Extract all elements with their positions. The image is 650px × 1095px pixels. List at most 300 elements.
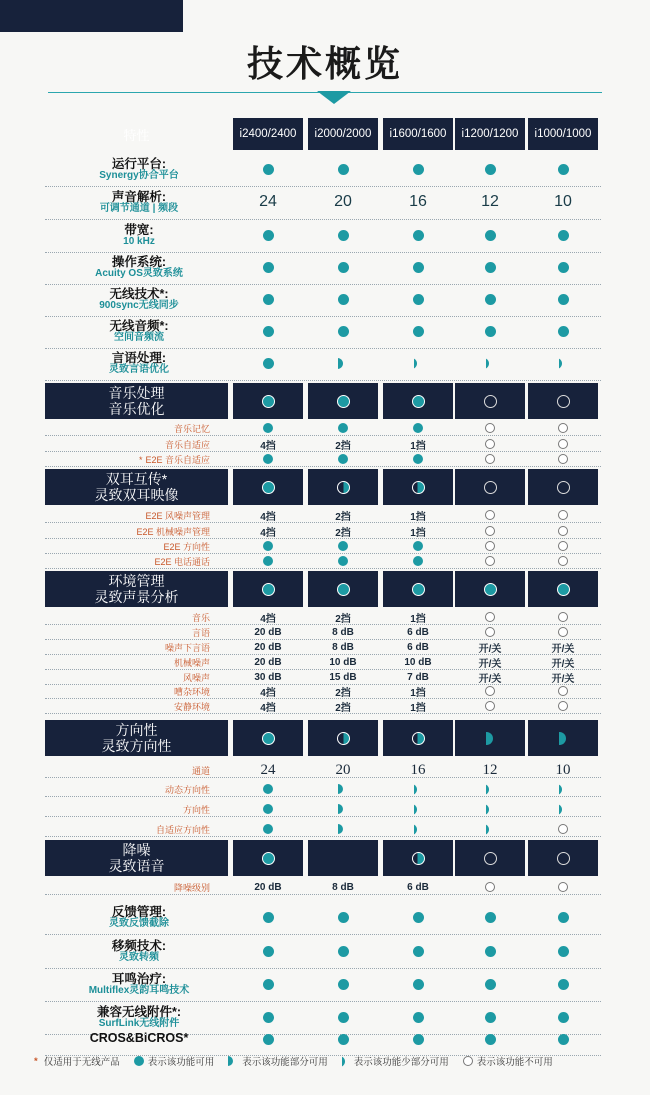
subfeature-name: 自适应方向性: [155, 825, 210, 835]
value-cell: [455, 762, 525, 778]
value-text: 12: [481, 193, 499, 210]
value-cell: [233, 194, 303, 210]
value-cell: [528, 323, 598, 339]
legend-wireless-note: * 仅适用于无线产品: [34, 1055, 120, 1068]
full-dot-icon: [263, 1012, 274, 1023]
full-dot-icon: [558, 979, 569, 990]
legend-unavailable: 表示该功能不可用: [463, 1054, 553, 1068]
section-header-0: [45, 383, 228, 419]
value-cell: [233, 909, 303, 925]
full-dot-icon: [558, 326, 569, 337]
half-dot-icon: [559, 732, 567, 745]
value-cell: [308, 507, 378, 523]
value-cell: [455, 291, 525, 307]
value-text: 1挡: [410, 440, 426, 452]
value-cell: [528, 291, 598, 307]
empty-dot-icon: [485, 541, 495, 551]
value-cell: [383, 943, 453, 959]
column-header-label: i2400/2400: [239, 128, 297, 140]
full-dot-icon: [558, 912, 569, 923]
value-cell: [233, 879, 303, 895]
value-cell: [455, 624, 525, 640]
section-title-line: 降噪: [122, 841, 151, 858]
value-cell: [455, 639, 525, 655]
value-cell: [233, 259, 303, 275]
value-text: 24: [260, 761, 276, 778]
value-cell: [455, 609, 525, 625]
value-cell: [233, 1031, 303, 1047]
value-cell: [233, 420, 303, 436]
full-dot-icon: [263, 556, 273, 566]
section-header-3: [45, 720, 228, 756]
full-dot-icon: [338, 423, 348, 433]
section-header-1: [45, 469, 228, 505]
half-dot-icon: [338, 358, 349, 369]
full-dot-icon: [338, 946, 349, 957]
value-cell: [233, 323, 303, 339]
section-header-cell: [308, 840, 378, 876]
value-cell: [308, 698, 378, 714]
full-dot-icon: [485, 1034, 496, 1045]
full-dot-icon: [413, 912, 424, 923]
value-cell: [308, 609, 378, 625]
value-cell: [455, 976, 525, 992]
half-dot-icon: [338, 784, 348, 794]
value-text: 6 dB: [407, 881, 429, 893]
value-text: 2挡: [335, 687, 351, 699]
section-header-4: [45, 840, 228, 876]
value-text: 10: [554, 193, 572, 210]
value-cell: [528, 624, 598, 640]
value-cell: [308, 355, 378, 371]
full-dot-icon: [485, 1012, 496, 1023]
empty-dot-icon: [558, 439, 568, 449]
empty-dot-icon: [558, 612, 568, 622]
value-cell: [455, 451, 525, 467]
value-cell: [233, 161, 303, 177]
feature-name: 兼容无线附件*:: [96, 1004, 182, 1019]
value-cell: [233, 1009, 303, 1025]
feature-subname: SurfLink无线附件: [98, 1018, 180, 1030]
value-text: 7 dB: [407, 671, 429, 683]
full-dot-icon: [338, 979, 349, 990]
value-cell: [233, 523, 303, 539]
section-header-cell: [455, 571, 525, 607]
column-header-label: i1200/1200: [461, 128, 519, 140]
value-cell: [383, 762, 453, 778]
value-cell: [308, 624, 378, 640]
value-text: 4挡: [260, 527, 276, 539]
value-text: 开/关: [478, 658, 502, 670]
value-cell: [528, 909, 598, 925]
value-text: 开/关: [551, 658, 575, 670]
feature-name: 无线音频*:: [109, 318, 169, 333]
full-dot-icon: [413, 1034, 424, 1045]
full-dot-icon: [263, 262, 274, 273]
subfeature-label: [0, 803, 210, 815]
subfeature-name: 降噪级别: [173, 883, 210, 893]
value-cell: [528, 943, 598, 959]
value-cell: [383, 821, 453, 837]
value-text: 8 dB: [332, 881, 354, 893]
legend-minor: 表示该功能少部分可用: [342, 1054, 449, 1068]
value-text: 6 dB: [407, 626, 429, 638]
empty-dot-icon: [558, 627, 568, 637]
full-dot-icon: [338, 294, 349, 305]
subfeature-label: [0, 438, 210, 450]
subfeature-label: [0, 823, 210, 835]
legend: [34, 1053, 634, 1069]
full-dot-icon: [485, 946, 496, 957]
full-dot-icon: [338, 541, 348, 551]
value-cell: [528, 609, 598, 625]
value-cell: [233, 976, 303, 992]
feature-name: 操作系统:: [111, 254, 167, 269]
feature-subname: 可调节通道 | 频段: [99, 203, 179, 215]
full-dot-icon: [484, 583, 497, 596]
value-text: 2挡: [335, 702, 351, 714]
section-header-cell: [528, 840, 598, 876]
feature-name: 耳鸣治疗:: [111, 971, 167, 986]
value-cell: [455, 259, 525, 275]
value-cell: [528, 1031, 598, 1047]
value-cell: [383, 194, 453, 210]
value-text: 15 dB: [329, 671, 357, 683]
row-divider: [45, 568, 601, 569]
subfeature-label: [0, 540, 210, 552]
subfeature-label: [0, 764, 210, 776]
value-text: 4挡: [260, 687, 276, 699]
value-cell: [528, 538, 598, 554]
subfeature-name: E2E 电话通话: [154, 557, 210, 567]
full-dot-icon: [337, 395, 350, 408]
quarter-dot-icon: [414, 358, 422, 369]
value-cell: [308, 879, 378, 895]
full-dot-icon: [134, 1056, 144, 1066]
subfeature-name: 风噪声: [182, 673, 210, 683]
subfeature-label: [0, 685, 210, 697]
full-dot-icon: [413, 1012, 424, 1023]
subfeature-label: [0, 422, 210, 434]
value-cell: [455, 879, 525, 895]
section-header-cell: [233, 840, 303, 876]
full-dot-icon: [263, 164, 274, 175]
full-dot-icon: [263, 824, 273, 834]
value-cell: [308, 227, 378, 243]
value-cell: [528, 976, 598, 992]
value-text: 20 dB: [254, 656, 282, 668]
half-dot-icon: [338, 804, 348, 814]
empty-dot-icon: [485, 556, 495, 566]
value-cell: [455, 654, 525, 670]
value-cell: [383, 291, 453, 307]
value-cell: [308, 523, 378, 539]
value-cell: [233, 624, 303, 640]
full-dot-icon: [263, 423, 273, 433]
section-title-line: 音乐处理: [108, 384, 165, 401]
empty-dot-icon: [485, 439, 495, 449]
row-divider: [45, 380, 601, 381]
asterisk-note: *: [138, 455, 143, 465]
full-dot-icon: [413, 164, 424, 175]
full-dot-icon: [262, 732, 275, 745]
value-cell: [528, 227, 598, 243]
value-cell: [383, 161, 453, 177]
page-title: 技术概览: [246, 44, 403, 85]
empty-dot-icon: [484, 481, 497, 494]
section-header-cell: [233, 571, 303, 607]
value-cell: [528, 436, 598, 452]
value-cell: [308, 943, 378, 959]
value-cell: [383, 507, 453, 523]
empty-dot-icon: [558, 454, 568, 464]
full-dot-icon: [263, 294, 274, 305]
partial-dot-icon: [412, 481, 425, 494]
full-dot-icon: [413, 294, 424, 305]
column-header-i2400: [233, 118, 303, 150]
value-text: 2挡: [335, 440, 351, 452]
value-cell: [383, 323, 453, 339]
section-subtitle-line: 灵致声景分析: [94, 589, 179, 605]
value-text: 1挡: [410, 613, 426, 625]
empty-dot-icon: [484, 395, 497, 408]
value-cell: [383, 1009, 453, 1025]
full-dot-icon: [262, 481, 275, 494]
value-cell: [455, 683, 525, 699]
value-text: 20 dB: [254, 626, 282, 638]
subfeature-name: E2E 风噪声管理: [145, 511, 210, 521]
feature-header-label: 特性: [123, 127, 150, 143]
value-cell: [383, 259, 453, 275]
full-dot-icon: [338, 912, 349, 923]
value-cell: [383, 879, 453, 895]
subfeature-name: 噪声下言语: [164, 643, 210, 653]
value-cell: [308, 436, 378, 452]
value-cell: [455, 420, 525, 436]
section-title: [109, 385, 165, 417]
value-cell: [308, 538, 378, 554]
full-dot-icon: [558, 294, 569, 305]
value-cell: [383, 355, 453, 371]
value-text: 16: [410, 761, 426, 778]
value-cell: [308, 1031, 378, 1047]
value-cell: [528, 161, 598, 177]
full-dot-icon: [338, 164, 349, 175]
value-cell: [455, 436, 525, 452]
value-cell: [233, 538, 303, 554]
half-dot-icon: [338, 824, 348, 834]
section-header-cell: [308, 720, 378, 756]
column-header-label: i1000/1000: [534, 128, 592, 140]
empty-dot-icon: [557, 481, 570, 494]
value-cell: [233, 436, 303, 452]
value-cell: [528, 762, 598, 778]
empty-dot-icon: [463, 1056, 473, 1066]
value-cell: [455, 821, 525, 837]
value-cell: [233, 451, 303, 467]
partial-dot-icon: [412, 852, 425, 865]
empty-dot-icon: [485, 686, 495, 696]
empty-dot-icon: [485, 454, 495, 464]
column-header-label: i2000/2000: [314, 128, 372, 140]
value-cell: [383, 420, 453, 436]
section-header-cell: [233, 383, 303, 419]
section-subtitle-line: 灵致双耳映像: [94, 487, 179, 503]
subfeature-label: [0, 656, 210, 668]
value-cell: [455, 698, 525, 714]
row-divider: [45, 816, 601, 817]
full-dot-icon: [413, 230, 424, 241]
section-title-line: 方向性: [115, 721, 158, 738]
value-cell: [528, 194, 598, 210]
feature-name: CROS&BiCROS*: [89, 1031, 189, 1046]
title-down-arrow-icon: [317, 91, 351, 104]
value-cell: [233, 639, 303, 655]
full-dot-icon: [412, 395, 425, 408]
value-cell: [233, 781, 303, 797]
value-cell: [308, 762, 378, 778]
value-cell: [308, 553, 378, 569]
quarter-dot-icon: [486, 804, 494, 815]
feature-subname: Acuity OS灵致系统: [95, 268, 183, 280]
value-cell: [528, 821, 598, 837]
value-cell: [455, 943, 525, 959]
full-dot-icon: [412, 583, 425, 596]
section-header-cell: [455, 720, 525, 756]
feature-subname: 900sync无线同步: [99, 300, 179, 312]
value-text: 1挡: [410, 527, 426, 539]
empty-dot-icon: [485, 701, 495, 711]
header-bar-feature: [0, 0, 183, 32]
column-header-label: i1600/1600: [389, 128, 447, 140]
value-text: 12: [482, 761, 498, 778]
empty-dot-icon: [558, 423, 568, 433]
full-dot-icon: [413, 326, 424, 337]
section-header-cell: [308, 469, 378, 505]
value-cell: [455, 553, 525, 569]
full-dot-icon: [263, 1034, 274, 1045]
full-dot-icon: [413, 262, 424, 273]
subfeature-name: E2E 音乐自适应: [145, 455, 210, 465]
row-divider: [45, 836, 601, 837]
subfeature-label: [0, 881, 210, 893]
full-dot-icon: [413, 423, 423, 433]
full-dot-icon: [262, 583, 275, 596]
empty-dot-icon: [558, 541, 568, 551]
value-text: 1挡: [410, 687, 426, 699]
value-cell: [308, 909, 378, 925]
value-text: 开/关: [478, 643, 502, 655]
legend-available: 表示该功能可用: [134, 1054, 215, 1068]
subfeature-label: [0, 611, 210, 623]
full-dot-icon: [263, 912, 274, 923]
full-dot-icon: [485, 912, 496, 923]
value-cell: [233, 683, 303, 699]
quarter-dot-icon: [414, 804, 422, 815]
value-cell: [308, 420, 378, 436]
empty-dot-icon: [558, 526, 568, 536]
full-dot-icon: [413, 979, 424, 990]
value-cell: [308, 639, 378, 655]
subfeature-name: 音乐: [191, 613, 210, 623]
full-dot-icon: [558, 1034, 569, 1045]
half-dot-icon: [337, 732, 350, 745]
value-cell: [455, 323, 525, 339]
empty-dot-icon: [558, 510, 568, 520]
empty-dot-icon: [485, 612, 495, 622]
value-cell: [308, 323, 378, 339]
value-cell: [455, 538, 525, 554]
section-header-cell: [528, 469, 598, 505]
value-text: 1挡: [410, 511, 426, 523]
subfeature-label: [0, 509, 210, 521]
subfeature-name: 言语: [191, 628, 210, 638]
value-cell: [528, 507, 598, 523]
subfeature-label: [0, 525, 210, 537]
value-cell: [308, 1009, 378, 1025]
section-title-line: 双耳互传*: [105, 470, 168, 487]
row-divider: [45, 894, 601, 895]
feature-name: 声音解析:: [111, 189, 167, 204]
value-cell: [308, 683, 378, 699]
full-dot-icon: [338, 1012, 349, 1023]
column-header-i2000: [308, 118, 378, 150]
quarter-dot-icon: [414, 824, 422, 835]
feature-name: 反馈管理:: [111, 904, 167, 919]
feature-header: [45, 118, 228, 150]
value-text: 4挡: [260, 440, 276, 452]
value-cell: [383, 553, 453, 569]
value-cell: [233, 698, 303, 714]
value-cell: [455, 781, 525, 797]
value-text: 24: [259, 193, 277, 210]
value-text: 20: [335, 761, 351, 778]
value-cell: [383, 609, 453, 625]
section-title-line: 环境管理: [108, 572, 165, 589]
half-dot-icon: [337, 481, 350, 494]
value-cell: [383, 909, 453, 925]
section-header-cell: [233, 469, 303, 505]
value-cell: [528, 879, 598, 895]
subfeature-name: 动态方向性: [164, 785, 210, 795]
empty-dot-icon: [558, 701, 568, 711]
full-dot-icon: [263, 784, 273, 794]
value-text: 1挡: [410, 702, 426, 714]
full-dot-icon: [558, 262, 569, 273]
value-cell: [528, 654, 598, 670]
value-cell: [308, 781, 378, 797]
value-cell: [308, 654, 378, 670]
value-text: 16: [409, 193, 427, 210]
value-cell: [308, 976, 378, 992]
full-dot-icon: [263, 541, 273, 551]
value-text: 8 dB: [332, 626, 354, 638]
value-cell: [383, 683, 453, 699]
empty-dot-icon: [558, 686, 568, 696]
subfeature-label: [0, 626, 210, 638]
column-header-i1200: [455, 118, 525, 150]
top_rows-row-label: [40, 344, 238, 384]
section-header-cell: [383, 720, 453, 756]
value-cell: [528, 451, 598, 467]
value-cell: [383, 781, 453, 797]
value-cell: [308, 194, 378, 210]
full-dot-icon: [413, 454, 423, 464]
quarter-dot-icon: [486, 784, 494, 795]
value-text: 2挡: [335, 613, 351, 625]
value-cell: [383, 1031, 453, 1047]
value-cell: [528, 698, 598, 714]
